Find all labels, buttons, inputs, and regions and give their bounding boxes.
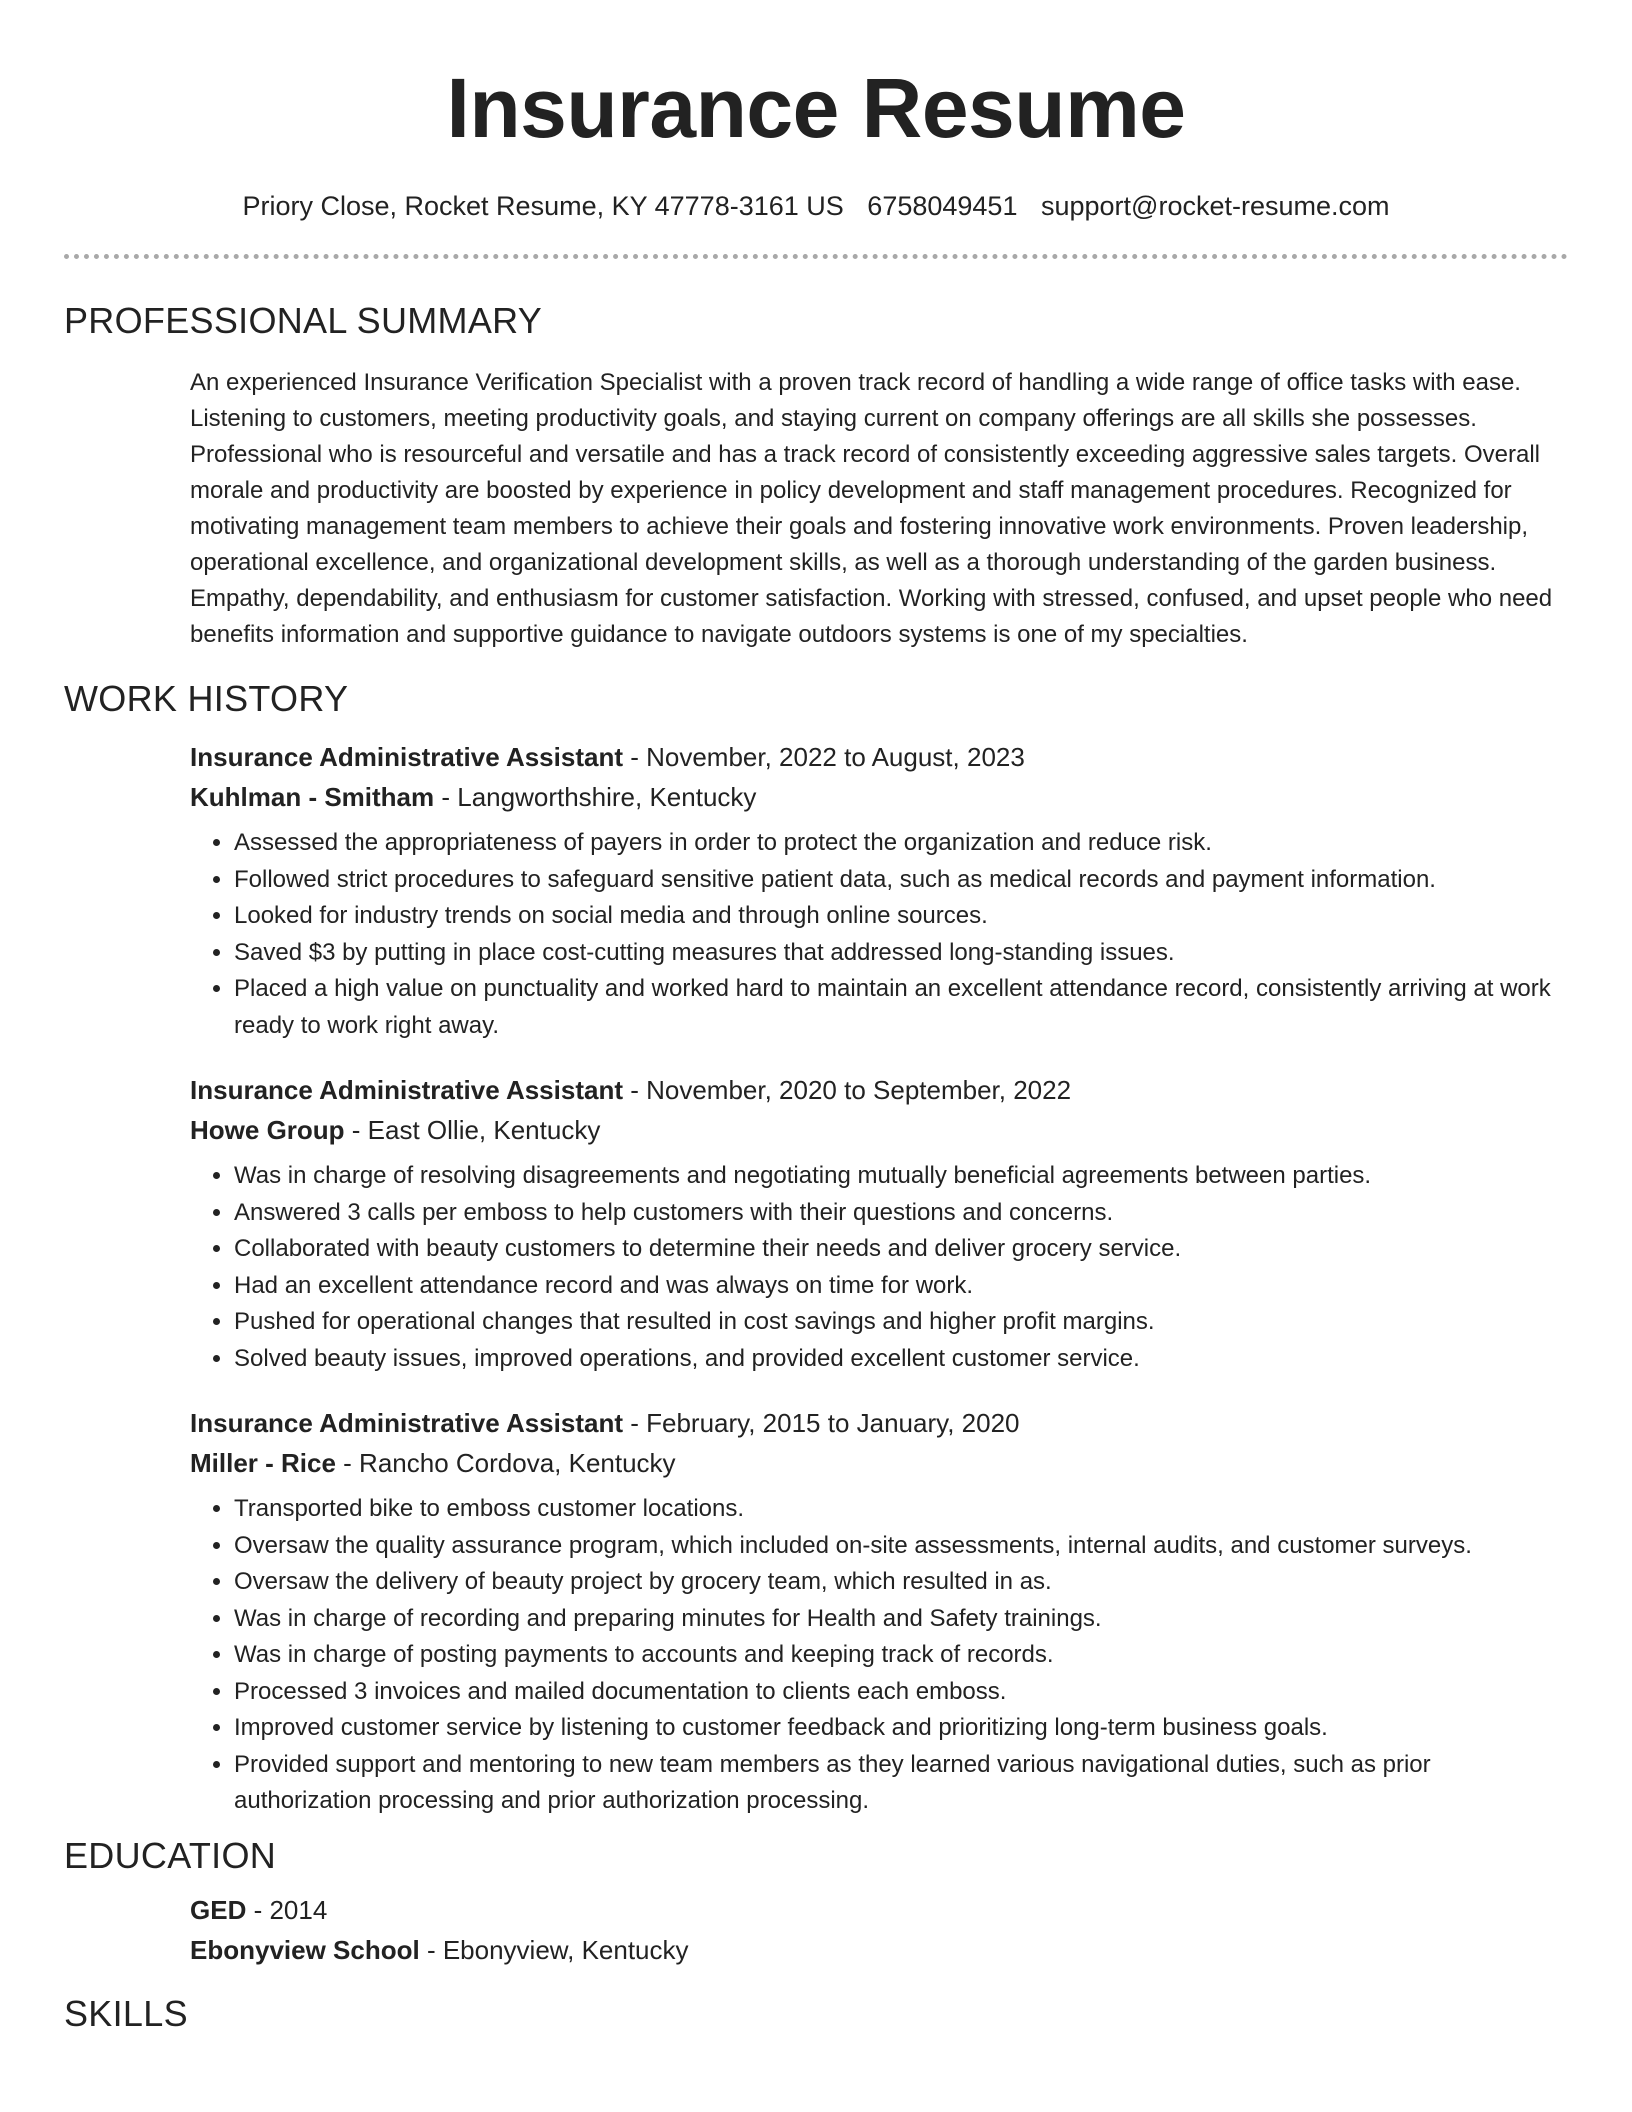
education-heading: EDUCATION (64, 1834, 277, 1876)
education-school: Ebonyview School (190, 1934, 420, 1965)
education-school-line (190, 1930, 1568, 1970)
job-bullet: • Was in charge of posting payments to accounts and keeping track of records. (234, 1637, 1568, 1674)
contact-phone: 6758049451 (867, 191, 1018, 221)
job-bullet: • Oversaw the quality assurance program, which included on-site assessments, internal audits, and customer surveys. (234, 1528, 1568, 1565)
job-company-line (190, 1443, 1568, 1483)
job-bullets (190, 1491, 1568, 1820)
education-year: - 2014 (246, 1894, 328, 1925)
job-company-line (190, 1110, 1568, 1150)
job-bullet: • Oversaw the delivery of beauty project by grocery team, which resulted in as. (234, 1564, 1568, 1601)
summary-section (64, 299, 1568, 653)
job-bullet: • Improved customer service by listening to customer feedback and prioritizing long-term business goals. (234, 1710, 1568, 1747)
job-entry (190, 1403, 1568, 1820)
job-bullets (190, 825, 1568, 1044)
job-bullet: • Pushed for operational changes that resulted in cost savings and higher profit margins. (234, 1304, 1568, 1341)
work-history-section (64, 677, 1568, 1820)
job-location: - Rancho Cordova, Kentucky (335, 1448, 676, 1478)
job-title-line (190, 1403, 1568, 1443)
job-bullet: • Solved beauty issues, improved operations, and provided excellent customer service. (234, 1341, 1568, 1378)
job-role: Insurance Administrative Assistant (190, 742, 623, 772)
job-bullet: • Provided support and mentoring to new team members as they learned various navigational duties, such as prior authorization processing and prior authorization processing. (234, 1747, 1568, 1820)
summary-text: An experienced Insurance Verification Specialist with a proven track record of handling a wide range of office tasks with ease. Listening to customers, meeting productivity goals, and staying current on company offerings are all skills she possesses. Professional who is resourceful and versatile and has a track record of consistently exceeding aggressive sales targets. Overall morale and productivity are boosted by experience in policy development and staff management procedures. Recognized for motivating management team members to achieve their goals and fostering innovative work environments. Proven leadership, operational excellence, and organizational development skills, as well as a thorough understanding of the garden business. Empathy, dependability, and enthusiasm for customer satisfaction. Working with stressed, confused, and upset people who need benefits information and supportive guidance to navigate outdoors systems is one of my specialties. (190, 369, 1553, 648)
work-history-heading: WORK HISTORY (64, 678, 349, 719)
job-company: Kuhlman - Smitham (190, 782, 435, 812)
job-bullet: • Processed 3 invoices and mailed documentation to clients each emboss. (234, 1674, 1568, 1711)
education-section (64, 1834, 1568, 1970)
education-degree-line (190, 1890, 1568, 1930)
job-bullet: • Collaborated with beauty customers to determine their needs and deliver grocery service. (234, 1231, 1568, 1268)
job-dates: - February, 2015 to January, 2020 (623, 1408, 1020, 1438)
job-title-line (190, 737, 1568, 777)
header-divider (64, 254, 1568, 259)
job-entry (190, 1070, 1568, 1377)
job-bullet: • Followed strict procedures to safeguard sensitive patient data, such as medical records and payment information. (234, 862, 1568, 899)
job-location: - East Ollie, Kentucky (344, 1115, 601, 1145)
job-title-line (190, 1070, 1568, 1110)
education-location: - Ebonyview, Kentucky (419, 1934, 689, 1965)
skills-section (64, 1992, 1568, 2036)
job-bullet: • Saved $3 by putting in place cost-cutting measures that addressed long-standing issues. (234, 935, 1568, 972)
contact-email: support@rocket-resume.com (1040, 191, 1390, 221)
job-entry (190, 737, 1568, 1044)
job-bullet: • Looked for industry trends on social media and through online sources. (234, 898, 1568, 935)
job-bullets (190, 1158, 1568, 1377)
job-bullet: • Was in charge of recording and preparing minutes for Health and Safety trainings. (234, 1601, 1568, 1638)
job-dates: - November, 2020 to September, 2022 (623, 1075, 1072, 1105)
job-dates: - November, 2022 to August, 2023 (623, 742, 1025, 772)
job-company-line (190, 777, 1568, 817)
job-bullet: • Placed a high value on punctuality and worked hard to maintain an excellent attendance record, consistently arriving at work ready to work right away. (234, 971, 1568, 1044)
summary-heading: PROFESSIONAL SUMMARY (64, 300, 543, 341)
job-location: - Langworthshire, Kentucky (434, 782, 757, 812)
resume-title: Insurance Resume (446, 61, 1186, 155)
job-bullet: • Answered 3 calls per emboss to help customers with their questions and concerns. (234, 1195, 1568, 1232)
contact-line (64, 188, 1568, 224)
job-company: Miller - Rice (190, 1448, 336, 1478)
job-bullet: • Transported bike to emboss customer locations. (234, 1491, 1568, 1528)
education-degree: GED (190, 1894, 247, 1925)
job-company: Howe Group (190, 1115, 345, 1145)
job-role: Insurance Administrative Assistant (190, 1408, 623, 1438)
job-role: Insurance Administrative Assistant (190, 1075, 623, 1105)
job-bullet: • Had an excellent attendance record and was always on time for work. (234, 1268, 1568, 1305)
job-bullet: • Assessed the appropriateness of payers in order to protect the organization and reduce risk. (234, 825, 1568, 862)
skills-heading: SKILLS (64, 1992, 188, 2034)
contact-address: Priory Close, Rocket Resume, KY 47778-3161 US (242, 191, 844, 221)
job-bullet: • Was in charge of resolving disagreements and negotiating mutually beneficial agreements between parties. (234, 1158, 1568, 1195)
